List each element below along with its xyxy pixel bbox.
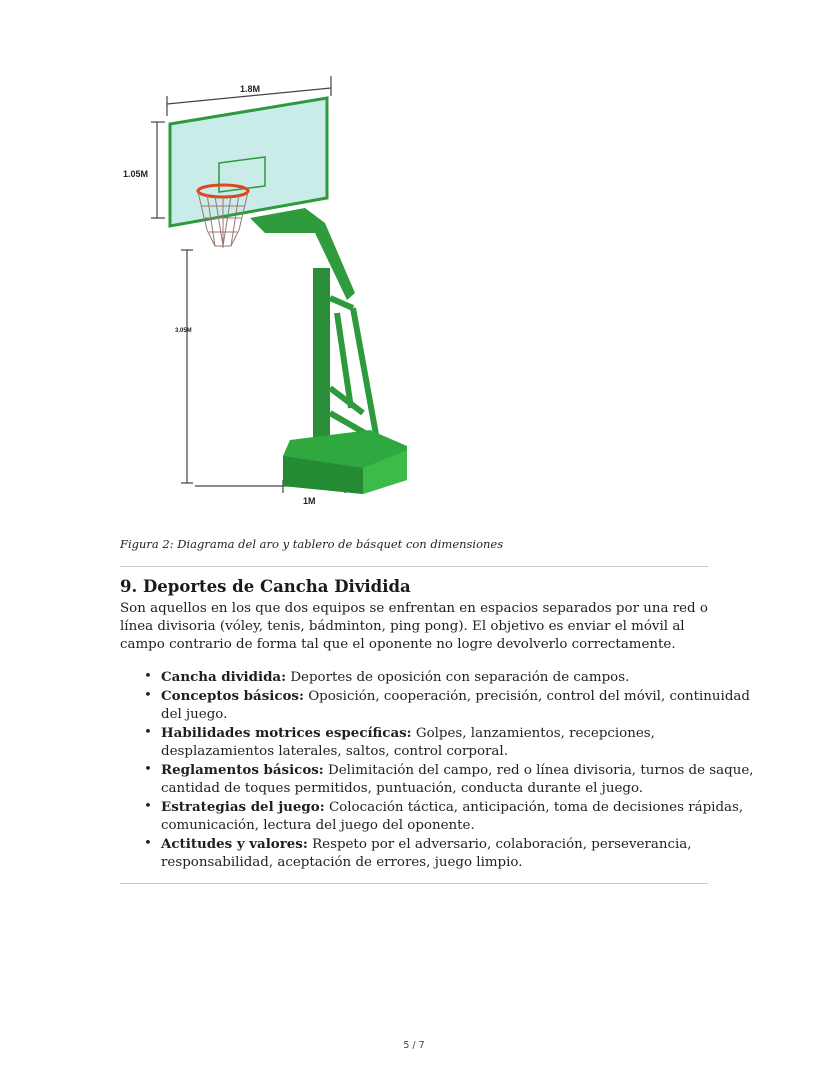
section-heading: 9. Deportes de Cancha Dividida (120, 577, 411, 596)
list-item (144, 668, 756, 687)
dimension-base: 1M (303, 496, 316, 506)
item-text: Delimitación del campo, red o línea divisoria, turnos de saque, cantidad de toques permitidos, puntuación, conducta durante el juego. (161, 763, 754, 796)
list-item (144, 835, 756, 872)
item-label: Reglamentos básicos: (161, 762, 324, 778)
item-text: Respeto por el adversario, colaboración, perseverancia, responsabilidad, aceptación de errores, juego limpio. (161, 837, 692, 870)
figure-caption: Figura 2: Diagrama del aro y tablero de básquet con dimensiones (120, 537, 504, 551)
list-item (144, 687, 756, 724)
section-divider-bottom (120, 883, 708, 884)
section-divider-top (120, 566, 708, 567)
basketball-hoop-diagram (115, 68, 435, 513)
section-intro: Son aquellos en los que dos equipos se enfrentan en espacios separados por una red o línea divisoria (vóley, tenis, bádminton, ping pong). El objetivo es enviar el móvil al campo contrario de forma tal que el oponente no logre devolverlo correctamente. (120, 601, 708, 652)
bullet-icon: • (144, 669, 152, 684)
bullet-icon: • (144, 688, 152, 703)
item-text: Colocación táctica, anticipación, toma de decisiones rápidas, comunicación, lectura del juego del oponente. (161, 800, 744, 833)
item-label: Habilidades motrices específicas: (161, 725, 412, 741)
hoop-illustration (115, 68, 435, 513)
item-text: Deportes de oposición con separación de campos. (290, 670, 630, 685)
dimension-height: 1.05M (123, 169, 149, 179)
dimension-width: 1.8M (240, 84, 261, 94)
list-item (144, 724, 756, 761)
bullet-icon: • (144, 725, 152, 740)
page-number: 5 / 7 (403, 1040, 425, 1051)
list-item (144, 761, 756, 798)
list-item (144, 798, 756, 835)
dimension-rim-height: 3.05M (175, 328, 192, 334)
item-text: Oposición, cooperación, precisión, control del móvil, continuidad del juego. (161, 689, 750, 722)
item-label: Conceptos básicos: (161, 688, 304, 704)
bullet-icon: • (144, 762, 152, 777)
bullet-icon: • (144, 799, 152, 814)
bullet-icon: • (144, 836, 152, 851)
item-label: Estrategias del juego: (161, 799, 325, 815)
item-label: Cancha dividida: (161, 669, 287, 685)
item-text: Golpes, lanzamientos, recepciones, desplazamientos laterales, saltos, control corporal. (161, 726, 655, 759)
item-label: Actitudes y valores: (161, 836, 308, 852)
topics-list (120, 668, 756, 872)
